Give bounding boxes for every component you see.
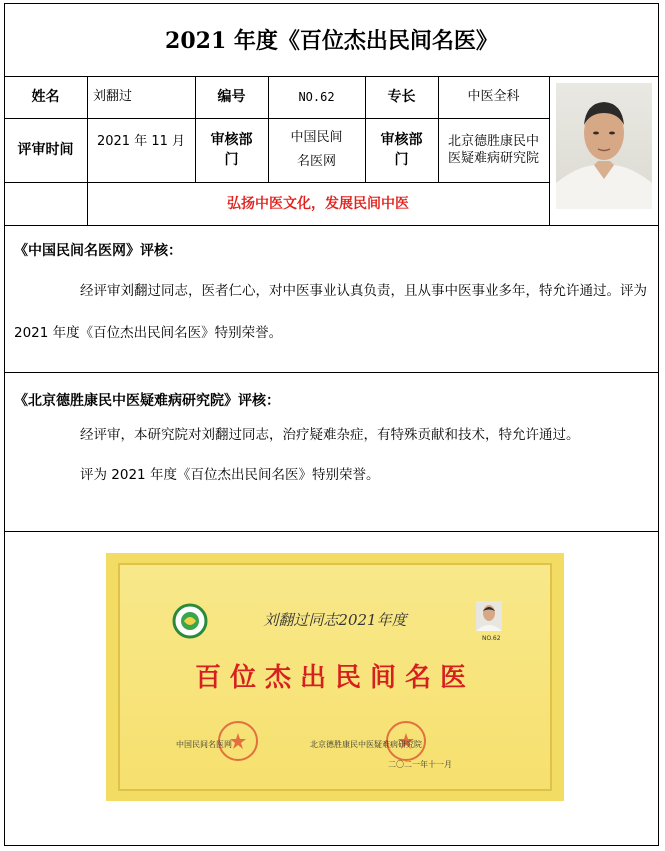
certificate-date: 二〇二一年十一月: [388, 760, 452, 769]
id-label: 编号: [217, 89, 246, 105]
review-time-label: 评审时间: [17, 142, 74, 158]
certificate-image: [106, 553, 564, 801]
slogan: 弘扬中医文化，发展民间中医: [227, 195, 409, 212]
review2-line2: 评为 2021 年度《百位杰出民间名医》特别荣誉。: [80, 467, 380, 483]
specialty-value: 中医全科: [467, 89, 520, 104]
audit-dept-value-1: 中国民间名医网: [290, 130, 343, 169]
review1-text-content: 经评审刘翻过同志，医者仁心，对中医事业认真负责，且从事中医事业多年，特允许通过。评为 2021 年度《百位杰出民间名医》特别荣誉。: [14, 283, 647, 341]
portrait-photo: [556, 83, 652, 209]
name-label: 姓名: [31, 89, 60, 105]
review1-title: 《中国民间名医网》评核：: [14, 243, 182, 259]
review2-line1: 经评审，本研究院对刘翻过同志，治疗疑难杂症，有特殊贡献和技术，特允许通过。: [80, 427, 580, 443]
page-title: 2021 年度《百位杰出民间名医》: [165, 28, 498, 54]
name-value: 刘翻过: [93, 89, 133, 104]
certificate-issuer-2: 北京德胜康民中医疑难病研究院: [310, 740, 422, 749]
audit-dept-label-2: 审核部门: [380, 132, 423, 168]
certificate-border: [118, 563, 552, 791]
audit-dept-label-1: 审核部门: [210, 132, 253, 168]
audit-dept-value-2: 北京德胜康民中医疑难病研究院: [447, 134, 539, 166]
certificate-issuer-1: 中国民间名医网: [176, 740, 232, 749]
grid-line: [4, 225, 659, 226]
review1-text: [14, 270, 654, 354]
review2-text: [14, 415, 654, 495]
id-value: NO.62: [298, 90, 335, 104]
grid-line: [549, 76, 550, 225]
certificate-no: NO.62: [482, 635, 501, 642]
grid-line: [4, 531, 659, 532]
review2-title: 《北京德胜康民中医疑难病研究院》评核：: [14, 393, 280, 409]
certificate-photo: [476, 601, 502, 631]
certificate-main-title: 百位杰出民间名医: [194, 663, 475, 693]
grid-line: [4, 372, 659, 373]
certificate-heading: 刘翻过同志2021年度: [263, 611, 407, 629]
review-time-value: 2021 年 11 月: [96, 134, 186, 149]
specialty-label: 专长: [387, 89, 416, 105]
